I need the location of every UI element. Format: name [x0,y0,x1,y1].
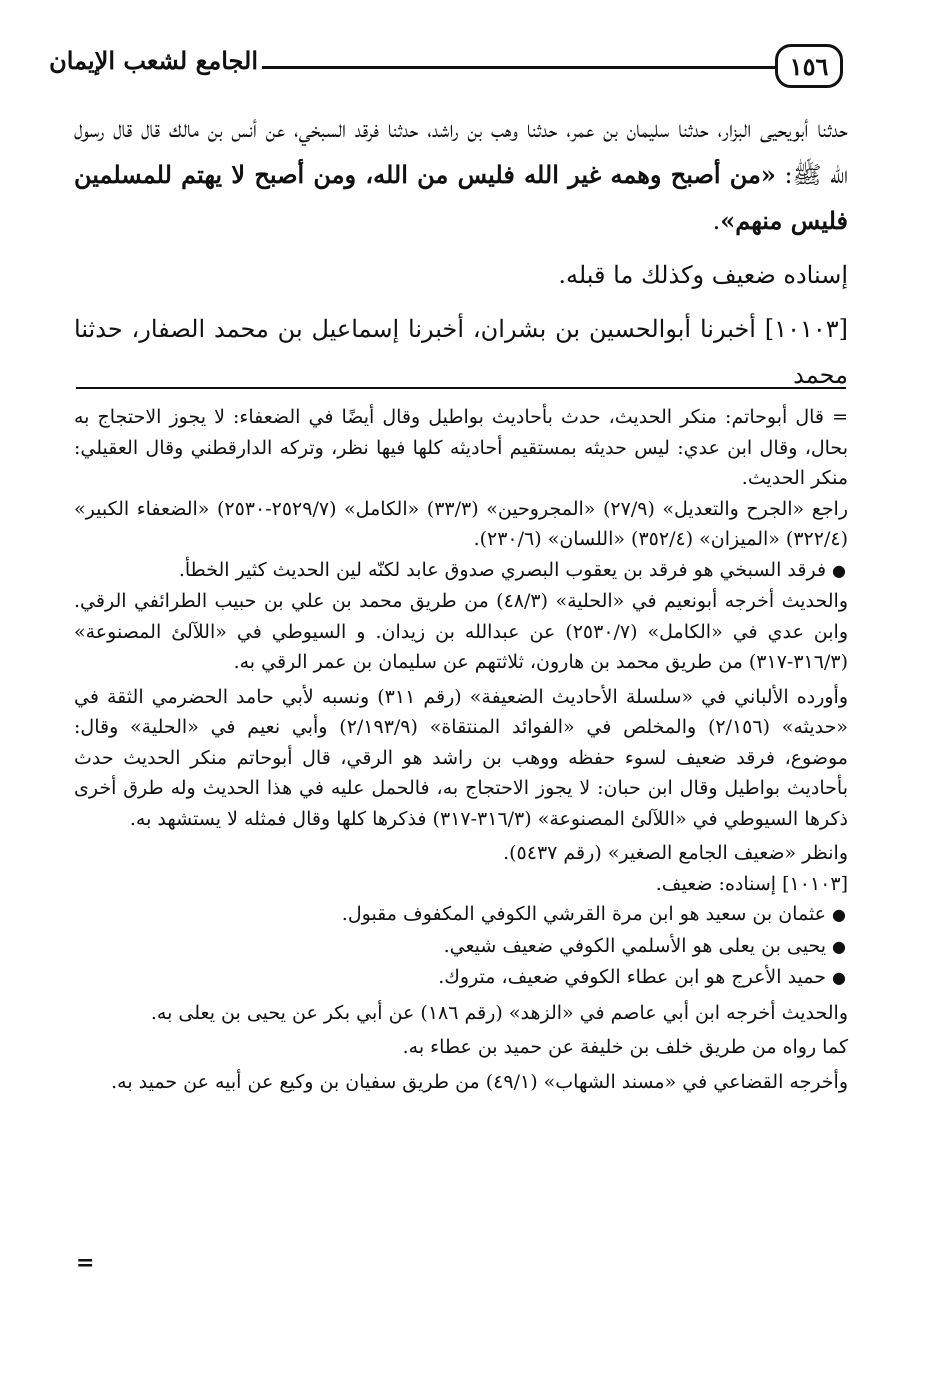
hadith-10103-paragraph: [١٠١٠٣] أخبرنا أبوالحسين بن بشران، أخبرنا إسماعيل بن محمد الصفار، حدثنا محمد [74,315,848,389]
footnote-ibn-abi-asim: والحديث أخرجه ابن أبي عاصم في «الزهد» (رقم ١٨٦) عن أبي بكر عن يحيى بن يعلى به. [150,1001,848,1024]
footnote-bullet-yahya [74,931,848,963]
bullet-text: حميد الأعرج هو ابن عطاء الكوفي ضعيف، متروك. [438,966,827,988]
bullet-icon: ● [832,560,846,580]
bullet-text: فرقد السبخي هو فرقد بن يعقوب البصري صدوق عابد لكنّه لين الحديث كثير الخطأ. [178,558,827,581]
footnotes [74,402,848,1097]
footnote-qudai: وأخرجه القضاعي في «مسند الشهاب» (٤٩/١) من طريق سفيان بن وكيع عن أبيه عن حميد به. [111,1070,848,1093]
hadith-paragraph [74,106,848,244]
main-text [74,106,848,398]
bullet-text: عثمان بن سعيد هو ابن مرة القرشي الكوفي المكفوف مقبول. [341,903,827,925]
footnote-takhrij: والحديث أخرجه أبونعيم في «الحلية» (٤٨/٣) من طريق محمد بن علي بن حبيب الطرائفي الرقي. وابن عدي في «الكامل» (٢٥٣٠/٧) عن عبدالله بن زيدان. و السيوطي في «اللآلئ المصنوعة» (٣١٦/٣-٣١٧) من طريق محمد بن هارون، ثلاثتهم عن سليمان بن عمر الرقي به. [74,590,848,673]
period: . [712,207,721,235]
footnote-albani: وأورده الألباني في «سلسلة الأحاديث الضعيفة» (رقم ٣١١) ونسبه لأبي حامد الحضرمي الثقة في «حديثه» (٢/١٥٦) والمخلص في «الفوائد المنتقاة» (٢/١٩٣/٩) وأبي نعيم في «الحلية» وقال: موضوع، فرقد ضعيف لسوء حفظه ووهب بن راشد هو الرقي، قال أبوحاتم منكر الحديث حدث بأحاديث بواطيل وقال ابن حبان: لا يجوز الاحتجاج به، فالحمل عليه في هذا الحديث وله طرق أخرى ذكرها السيوطي في «اللآلئ المصنوعة» (٣١٦/٣-٣١٧) فذكرها كلها وقال فمثله لا يستشهد به. [74,685,849,830]
hadith-text: «من أصبح وهمه غير الله فليس من الله، ومن أصبح لا يهتم للمسلمين فليس منهم» [74,160,848,235]
footnote-references: راجع «الجرح والتعديل» (٢٧/٩) «المجروحين» (٣٣/٣) «الكامل» (٢٥٢٩/٧-٢٥٣٠) «الضعفاء الكبير» (٣٢٢/٤) «الميزان» (٣٥٢/٤) «اللسان» (٢٣٠/٦). [74,497,849,550]
footnote-rule [76,387,846,389]
footnote-see-also: وانظر «ضعيف الجامع الصغير» (رقم ٥٤٣٧). [503,842,848,864]
isnad-grading: إسناده ضعيف وكذلك ما قبله. [558,261,848,289]
running-title: الجامع لشعب الإيمان [49,46,258,75]
bullet-icon: ● [832,968,846,987]
header-rule [262,66,775,69]
bullet-icon: ● [832,936,846,956]
footnote-bullet-humayd [74,962,848,994]
isnad-text: حدثنا أبويحيى البزار، حدثنا سليمان بن عمر، حدثنا وهب بن راشد، حدثنا فرقد السبخي، عن أنس بن مالك قال قال رسول الله ﷺ: [74,115,848,189]
footnote-bullet-farqad [74,555,848,587]
page-number: ١٥٦ [775,44,843,88]
footnote-bullet-uthman [74,899,848,931]
continuation-mark: = [76,1250,95,1276]
footnote-khalaf: كما رواه من طريق خلف بن خليفة عن حميد بن عطاء به. [402,1036,848,1058]
bullet-text: يحيى بن يعلى هو الأسلمي الكوفي ضعيف شيعي. [443,934,827,957]
footnote-isnad-10103: [١٠١٠٣] إسناده: ضعيف. [655,872,848,895]
bullet-icon: ● [832,905,846,924]
footnote-narrator-critique: = قال أبوحاتم: منكر الحديث، حدث بأحاديث بواطيل وقال أيضًا في الضعفاء: لا يجوز الاحتجاج به بحال، وقال ابن عدي: ليس حديثه بمستقيم أحاديثه كلها فيها نظر، وتركه الدارقطني وقال العقيلي: منكر الحديث. [74,406,848,489]
